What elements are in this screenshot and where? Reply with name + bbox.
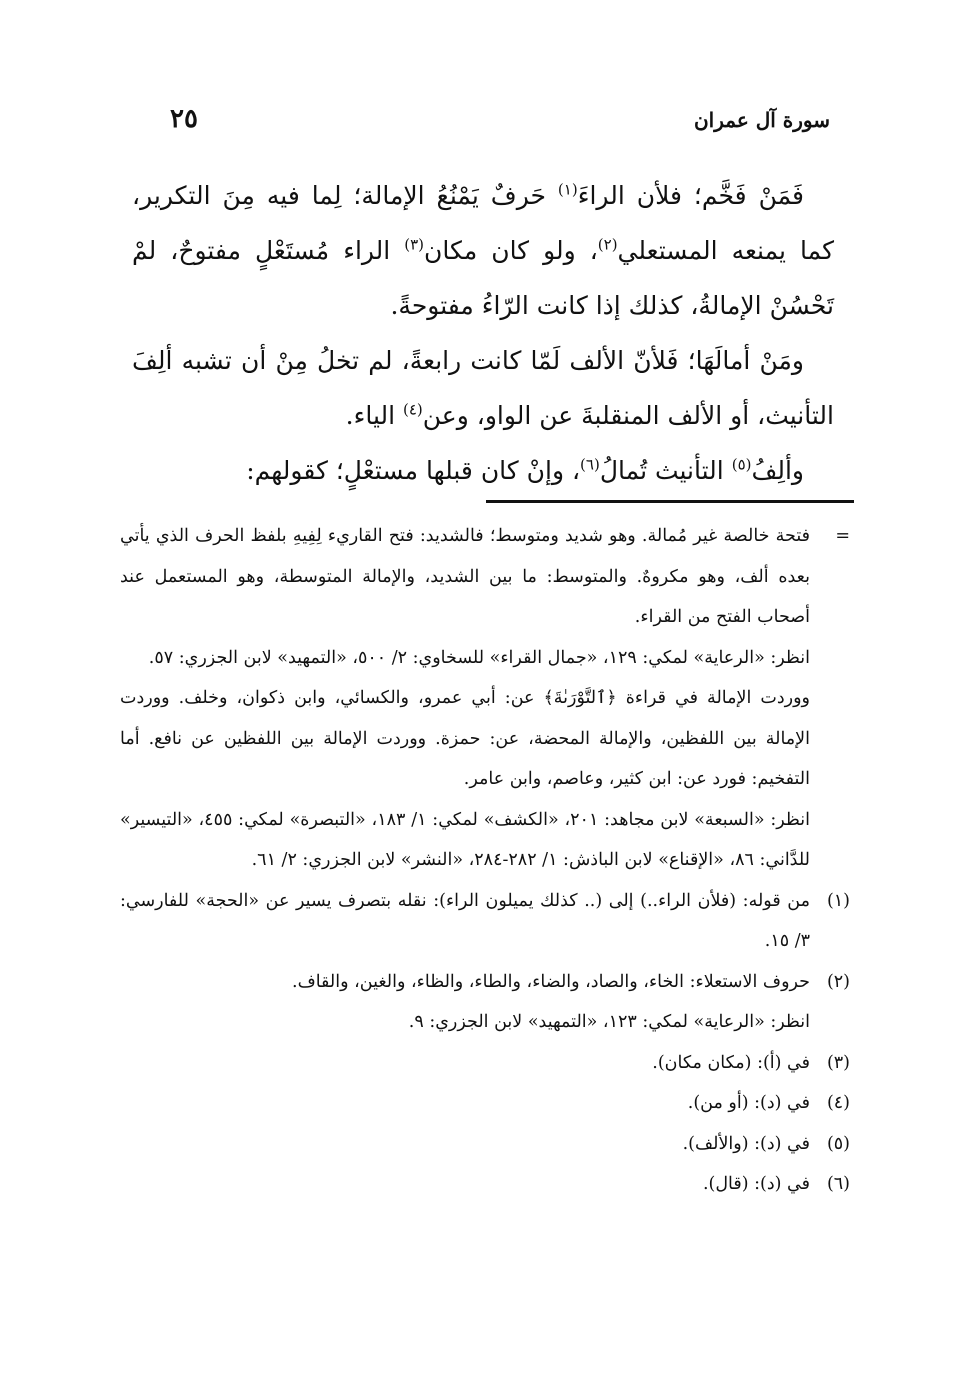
footnote-number: (١)	[826, 890, 850, 911]
main-paragraph-2	[132, 333, 834, 443]
footnote-2	[120, 962, 850, 1003]
footnote-text: فتحة خالصة غير مُمالة. وهو شديد ومتوسط؛ فالشديد: فتح القاريء لِفِيهِ بلفظ الحرف الذي يأتي بعده ألف، وهو مكروهٌ. والمتوسط: ما بين الشديد، والإمالة المتوسطة، وهو المستعمل عند أصحاب الفتح من القراء.	[120, 526, 810, 627]
text-run: الياء.	[345, 401, 403, 430]
footnote-ref-1: (١)	[557, 180, 578, 199]
text-run: حَرفٌ يَمْنُعُ الإمالة؛ لِما فيه مِنَ التكرير، كما يمنعه المستعلي	[132, 181, 834, 265]
footnote-1	[120, 881, 850, 962]
footnote-text: ووردت الإمالة في قراءة ﴿ٱلتَّوْرَىٰةَ﴾ عن: أبي عمرو، والكسائي، وابن ذكوان، وخلف. ووردت الإمالة بين اللفظين، والإمالة المحضة، عن: حمزة. ووردت الإمالة بين اللفظين عن نافع. أما التفخيم: فورد عن: ابن كثير، وعاصم، وابن عامر.	[120, 688, 810, 789]
footnote-ref-5: (٥)	[731, 455, 752, 474]
main-paragraph-3	[132, 443, 834, 498]
footnote-text: في (د): (والألف).	[682, 1133, 810, 1154]
page-number: ٢٥	[170, 104, 198, 134]
text-run: فَمَنْ فَخَّم؛ فلأن الراءَ	[577, 181, 804, 210]
main-paragraph-1	[132, 168, 834, 333]
footnote-separator	[486, 500, 854, 503]
footnote-2-reference	[120, 1002, 850, 1043]
footnote-number: (٣)	[826, 1052, 850, 1073]
footnote-3	[120, 1043, 850, 1084]
footnote-number: (٢)	[826, 971, 850, 992]
footnote-text: حروف الاستعلاء: الخاء، والصاد، والضاء، والطاء، والظاء، والغين، والقاف.	[292, 971, 810, 992]
text-run: ، ولو كان مكان	[424, 236, 598, 265]
main-text	[132, 168, 834, 498]
footnote-ref-2: (٢)	[597, 235, 618, 254]
footnote-continuation	[120, 516, 850, 638]
text-run: الراء مُستَعْلٍ مفتوحٌ، لمْ تَحْسُنْ الإمالةُ، كذلك إذا كانت الرّاءُ مفتوحةً.	[132, 236, 834, 320]
footnote-reference-line: انظر: «السبعة» لابن مجاهد: ٢٠١، «الكشف» لمكي: ١/ ١٨٣، «التبصرة» لمكي: ٤٥٥، «التيسير» للدَّاني: ٨٦، «الإقناع» لابن الباذش: ١/ ٢٨٢-٢٨٤، «النشر» لابن الجزري: ٢/ ٦١.	[120, 809, 810, 870]
footnote-ref-4: (٤)	[403, 400, 423, 419]
text-run: ، وإنْ كان قبلها مستعْلٍ؛ كقولهم:	[246, 456, 581, 485]
footnote-text: في (أ): (مكان مكان).	[652, 1052, 810, 1073]
text-run: التأنيث تُمالُ	[599, 456, 732, 485]
text-run: ومَنْ أمالَهَا؛ فَلأنّ الألف لَمّا كانت رابعةً، لم تخلُ مِنْ أن تشبه ألِفَ التأنيث، أو الألف المنقلبةَ عن الواو، وعن	[132, 346, 834, 430]
footnote-ref-3: (٣)	[404, 235, 425, 254]
page-header	[170, 104, 830, 144]
text-run: وألِفُ	[751, 456, 804, 485]
footnote-text: انظر: «الرعاية» لمكي: ١٢٣، «التمهيد» لابن الجزري: ٩.	[408, 1012, 810, 1032]
footnote-6	[120, 1164, 850, 1205]
footnote-number: (٦)	[826, 1174, 850, 1194]
footnotes	[120, 516, 850, 1205]
footnote-number: (٤)	[826, 1093, 850, 1113]
footnote-text: من قوله: (فلأن الراء..) إلى (.. كذلك يميلون الراء): نقله بتصرف يسير عن «الحجة» للفارسي: ٣/ ١٥.	[120, 890, 810, 951]
continuation-marker: =	[835, 526, 850, 546]
footnote-ref-6: (٦)	[580, 455, 600, 474]
footnote-text: في (د): (قال).	[702, 1174, 810, 1194]
footnote-reference-line: انظر: «الرعاية» لمكي: ١٢٩، «جمال القراء» للسخاوي: ٢/ ٥٠٠، «التمهيد» لابن الجزري: ٥٧.	[148, 647, 810, 668]
surah-title: سورة آل عمران	[693, 108, 830, 132]
footnote-4	[120, 1083, 850, 1124]
footnote-5	[120, 1124, 850, 1165]
footnote-text: في (د): (أو من).	[687, 1093, 810, 1113]
footnote-number: (٥)	[826, 1133, 850, 1154]
